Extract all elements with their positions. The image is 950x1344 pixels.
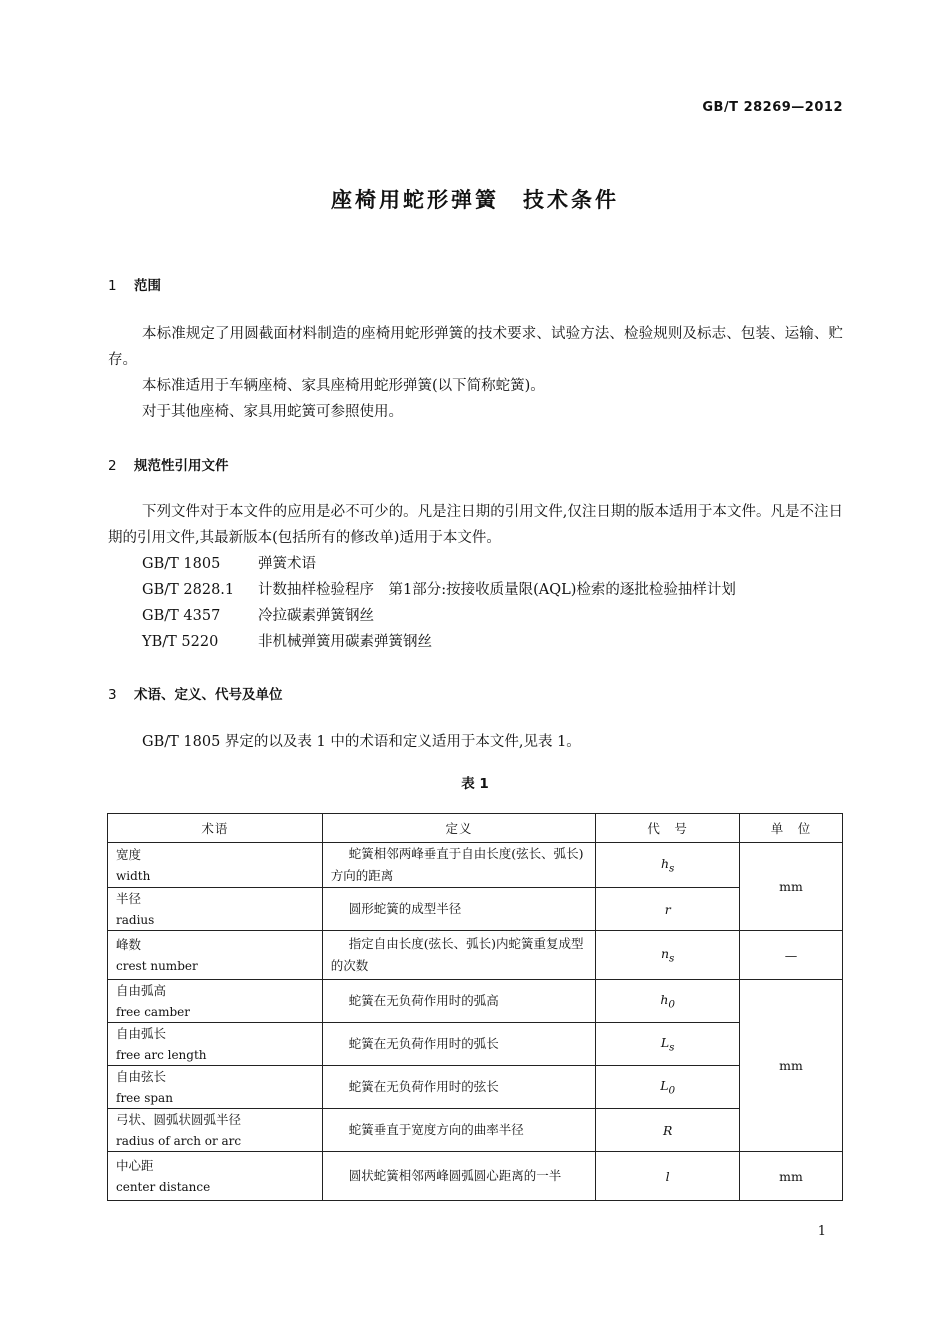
term-cn: 宽度	[116, 847, 142, 862]
term-en: radius of arch or arc	[116, 1134, 242, 1148]
paragraph: 对于其他座椅、家具用蛇簧可参照使用。	[142, 404, 403, 420]
symbol-subscript: 0	[668, 998, 676, 1011]
paragraph: GB/T 1805 界定的以及表 1 中的术语和定义适用于本文件,见表 1。	[142, 734, 581, 750]
unit-cell: —	[740, 931, 843, 980]
symbol: L	[660, 1034, 670, 1050]
term-cell	[108, 843, 323, 888]
symbol-cell	[596, 888, 740, 931]
term-en: radius	[116, 913, 155, 927]
symbol-cell	[596, 1066, 740, 1109]
term-cn: 弓状、圆弧状圆弧半径	[116, 1112, 242, 1127]
column-header: 术语	[108, 814, 323, 843]
table-row	[108, 1023, 843, 1066]
symbol: h	[660, 855, 670, 871]
symbol: l	[665, 1168, 670, 1184]
reference-code: GB/T 4357	[142, 608, 221, 624]
definition-cell: 圆状蛇簧相邻两峰圆弧圆心距离的一半	[322, 1152, 596, 1201]
section-2-heading	[108, 454, 229, 474]
reference-code: GB/T 2828.1	[142, 582, 235, 598]
symbol-subscript: s	[669, 862, 675, 875]
term-cell	[108, 888, 323, 931]
symbol-subscript: s	[669, 1041, 675, 1054]
definition-cell: 蛇簧垂直于宽度方向的曲率半径	[322, 1109, 596, 1152]
section-number: 2	[108, 458, 117, 474]
reference-title: 计数抽样检验程序 第1部分:按接收质量限(AQL)检索的逐批检验抽样计划	[258, 582, 736, 598]
term-en: center distance	[116, 1180, 211, 1194]
definition-cell: 圆形蛇簧的成型半径	[322, 888, 596, 931]
page-number: 1	[817, 1224, 826, 1239]
symbol-cell	[596, 1152, 740, 1201]
table-row	[108, 888, 843, 931]
unit-cell: mm	[740, 980, 843, 1152]
reference-item	[142, 551, 316, 577]
symbol: r	[664, 901, 671, 917]
column-header: 定义	[322, 814, 596, 843]
term-cell	[108, 1023, 323, 1066]
document-title: 座椅用蛇形弹簧 技术条件	[331, 188, 619, 212]
table-row	[108, 1066, 843, 1109]
reference-item	[142, 577, 736, 603]
column-header: 单 位	[740, 814, 843, 843]
term-en: free span	[116, 1091, 173, 1105]
section-title: 术语、定义、代号及单位	[134, 687, 283, 703]
term-cn: 半径	[116, 891, 142, 906]
term-cn: 自由弧长	[116, 1026, 167, 1041]
table-row	[108, 843, 843, 888]
definition-cell: 蛇簧在无负荷作用时的弦长	[322, 1066, 596, 1109]
symbol: L	[660, 1077, 669, 1093]
reference-item	[142, 629, 432, 655]
term-en: width	[116, 869, 151, 883]
definition-cell: 蛇簧在无负荷作用时的弧高	[322, 980, 596, 1023]
term-cn: 峰数	[116, 937, 142, 952]
term-cell	[108, 1152, 323, 1201]
unit-cell: mm	[740, 1152, 843, 1201]
term-cell	[108, 931, 323, 980]
terms-table	[107, 813, 843, 1201]
term-cn: 自由弧高	[116, 983, 167, 998]
symbol: h	[660, 991, 669, 1007]
section-1-heading	[108, 274, 161, 294]
definition-cell: 蛇簧相邻两峰垂直于自由长度(弦长、弧长)方向的距离	[322, 843, 596, 888]
term-cell	[108, 1109, 323, 1152]
symbol: n	[660, 945, 670, 961]
term-cell	[108, 980, 323, 1023]
symbol-subscript: s	[669, 952, 675, 965]
section-number: 1	[108, 278, 117, 294]
section-title: 规范性引用文件	[134, 458, 229, 474]
document-code: GB/T 28269—2012	[702, 100, 843, 115]
term-cell	[108, 1066, 323, 1109]
table-row	[108, 1152, 843, 1201]
reference-code: YB/T 5220	[142, 634, 219, 650]
symbol-cell	[596, 843, 740, 888]
table-row	[108, 1109, 843, 1152]
section-3-heading	[108, 683, 283, 703]
term-cn: 中心距	[116, 1158, 154, 1173]
symbol-cell	[596, 931, 740, 980]
symbol-cell	[596, 980, 740, 1023]
reference-code: GB/T 1805	[142, 556, 221, 572]
table-header-row	[108, 814, 843, 843]
section-title: 范围	[134, 278, 161, 294]
definition-cell: 指定自由长度(弦长、弧长)内蛇簧重复成型的次数	[322, 931, 596, 980]
table-row	[108, 980, 843, 1023]
paragraph: 下列文件对于本文件的应用是必不可少的。凡是注日期的引用文件,仅注日期的版本适用于本文件。凡是不注日期的引用文件,其最新版本(包括所有的修改单)适用于本文件。	[108, 504, 843, 546]
reference-item	[142, 603, 374, 629]
paragraph: 本标准规定了用圆截面材料制造的座椅用蛇形弹簧的技术要求、试验方法、检验规则及标志、包装、运输、贮存。	[108, 326, 843, 368]
definition-cell: 蛇簧在无负荷作用时的弧长	[322, 1023, 596, 1066]
symbol-subscript: 0	[668, 1084, 676, 1097]
symbol-cell	[596, 1023, 740, 1066]
unit-cell: mm	[740, 843, 843, 931]
reference-title: 弹簧术语	[258, 556, 316, 572]
table-row	[108, 931, 843, 980]
paragraph: 本标准适用于车辆座椅、家具座椅用蛇形弹簧(以下简称蛇簧)。	[142, 378, 545, 394]
term-en: crest number	[116, 959, 198, 973]
symbol-cell	[596, 1109, 740, 1152]
table-caption: 表 1	[461, 776, 489, 792]
symbol: R	[662, 1122, 673, 1138]
column-header: 代 号	[596, 814, 740, 843]
reference-title: 冷拉碳素弹簧钢丝	[258, 608, 374, 624]
reference-title: 非机械弹簧用碳素弹簧钢丝	[258, 634, 432, 650]
term-en: free camber	[116, 1005, 190, 1019]
section-number: 3	[108, 687, 117, 703]
term-en: free arc length	[116, 1048, 207, 1062]
term-cn: 自由弦长	[116, 1069, 167, 1084]
